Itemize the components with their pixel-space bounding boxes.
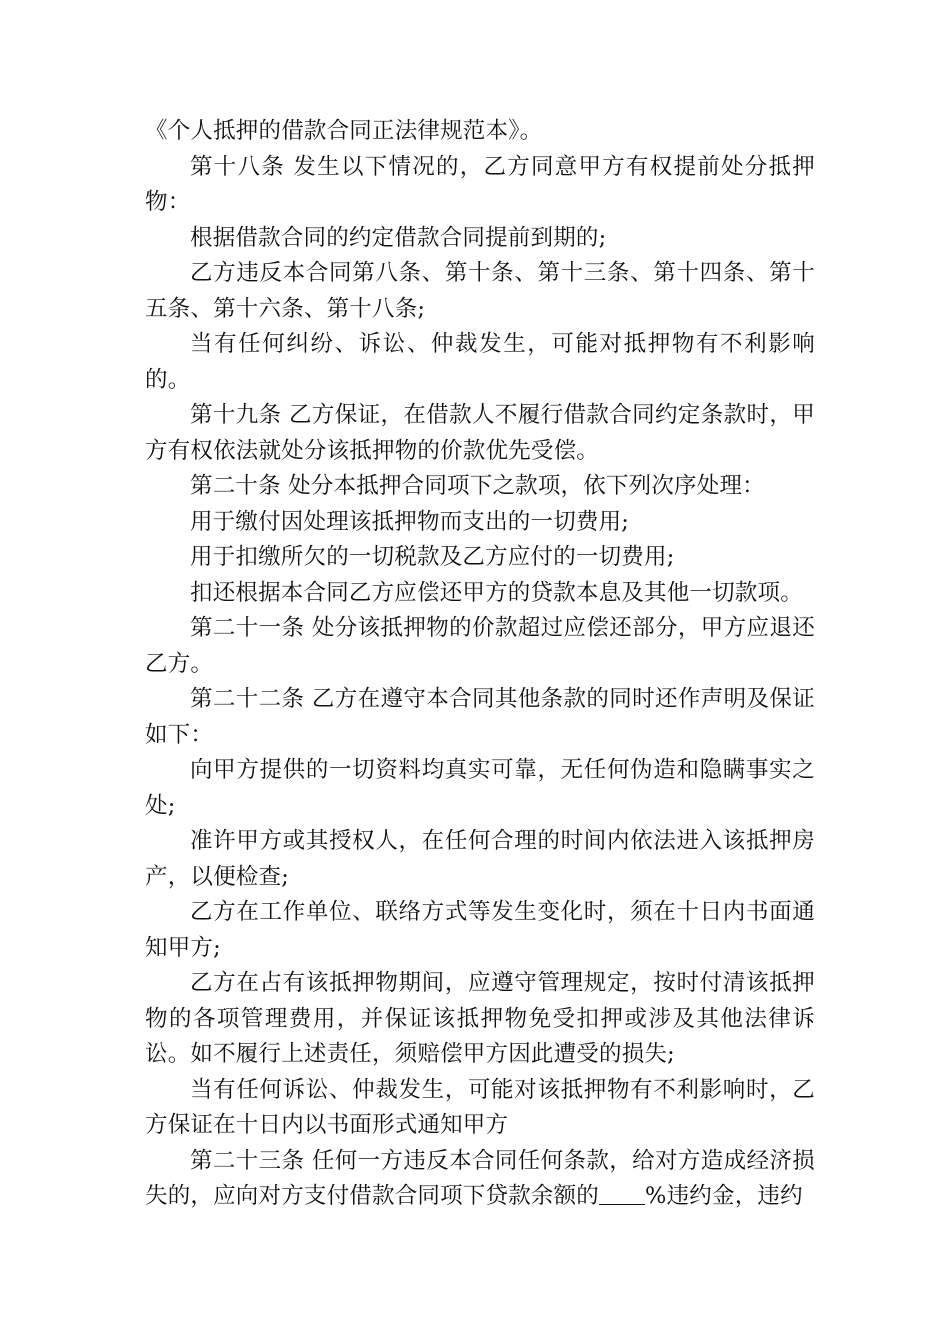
paragraph: 乙方违反本合同第八条、第十条、第十三条、第十四条、第十五条、第十六条、第十八条; [145, 260, 815, 322]
paragraph: 扣还根据本合同乙方应偿还甲方的贷款本息及其他一切款项。 [190, 579, 803, 606]
paragraph: 《个人抵押的借款合同正法律规范本》。 [145, 118, 543, 144]
paragraph: 第二十二条 乙方在遵守本合同其他条款的同时还作声明及保证如下： [145, 686, 815, 748]
paragraph: 第十九条 乙方保证，在借款人不履行借款合同约定条款时，甲方有权依法就处分该抵押物的价款优先受偿。 [145, 402, 815, 464]
fill-in-blank [599, 1182, 645, 1205]
paragraph: 向甲方提供的一切资料均真实可靠，无任何伪造和隐瞒事实之处; [145, 757, 815, 819]
paragraph: 乙方在工作单位、联络方式等发生变化时，须在十日内书面通知甲方; [145, 899, 815, 961]
paragraph: 当有任何诉讼、仲裁发生，可能对该抵押物有不利影响时，乙方保证在十日内以书面形式通知甲方 [145, 1076, 815, 1138]
paragraph: 准许甲方或其授权人，在任何合理的时间内依法进入该抵押房产，以便检查; [145, 828, 815, 890]
paragraph: 第十八条 发生以下情况的，乙方同意甲方有权提前处分抵押物： [145, 153, 815, 215]
paragraph-article-23 [145, 1144, 815, 1215]
paragraph: 当有任何纠纷、诉讼、仲裁发生，可能对抵押物有不利影响的。 [145, 331, 815, 393]
article-23-text: 第二十三条 任何一方违反本合同任何条款，给对方造成经济损失的，应向对方支付借款合同项下贷款余额的 [145, 1147, 815, 1209]
paragraph: 根据借款合同的约定借款合同提前到期的; [190, 224, 607, 251]
paragraph: 第二十条 处分本抵押合同项下之款项，依下列次序处理： [190, 473, 765, 499]
paragraph: 第二十一条 处分该抵押物的价款超过应偿还部分，甲方应退还乙方。 [145, 615, 815, 677]
paragraph: 用于缴付因处理该抵押物而支出的一切费用; [190, 508, 630, 535]
article-23-text-continued: %违约金，违约 [645, 1183, 803, 1209]
paragraph: 乙方在占有该抵押物期间，应遵守管理规定，按时付清该抵押物的各项管理费用，并保证该抵押物免受扣押或涉及其他法律诉讼。如不履行上述责任，须赔偿甲方因此遭受的损失; [145, 970, 815, 1067]
paragraph: 用于扣缴所欠的一切税款及乙方应付的一切费用; [190, 544, 675, 570]
document-body [145, 114, 815, 1215]
